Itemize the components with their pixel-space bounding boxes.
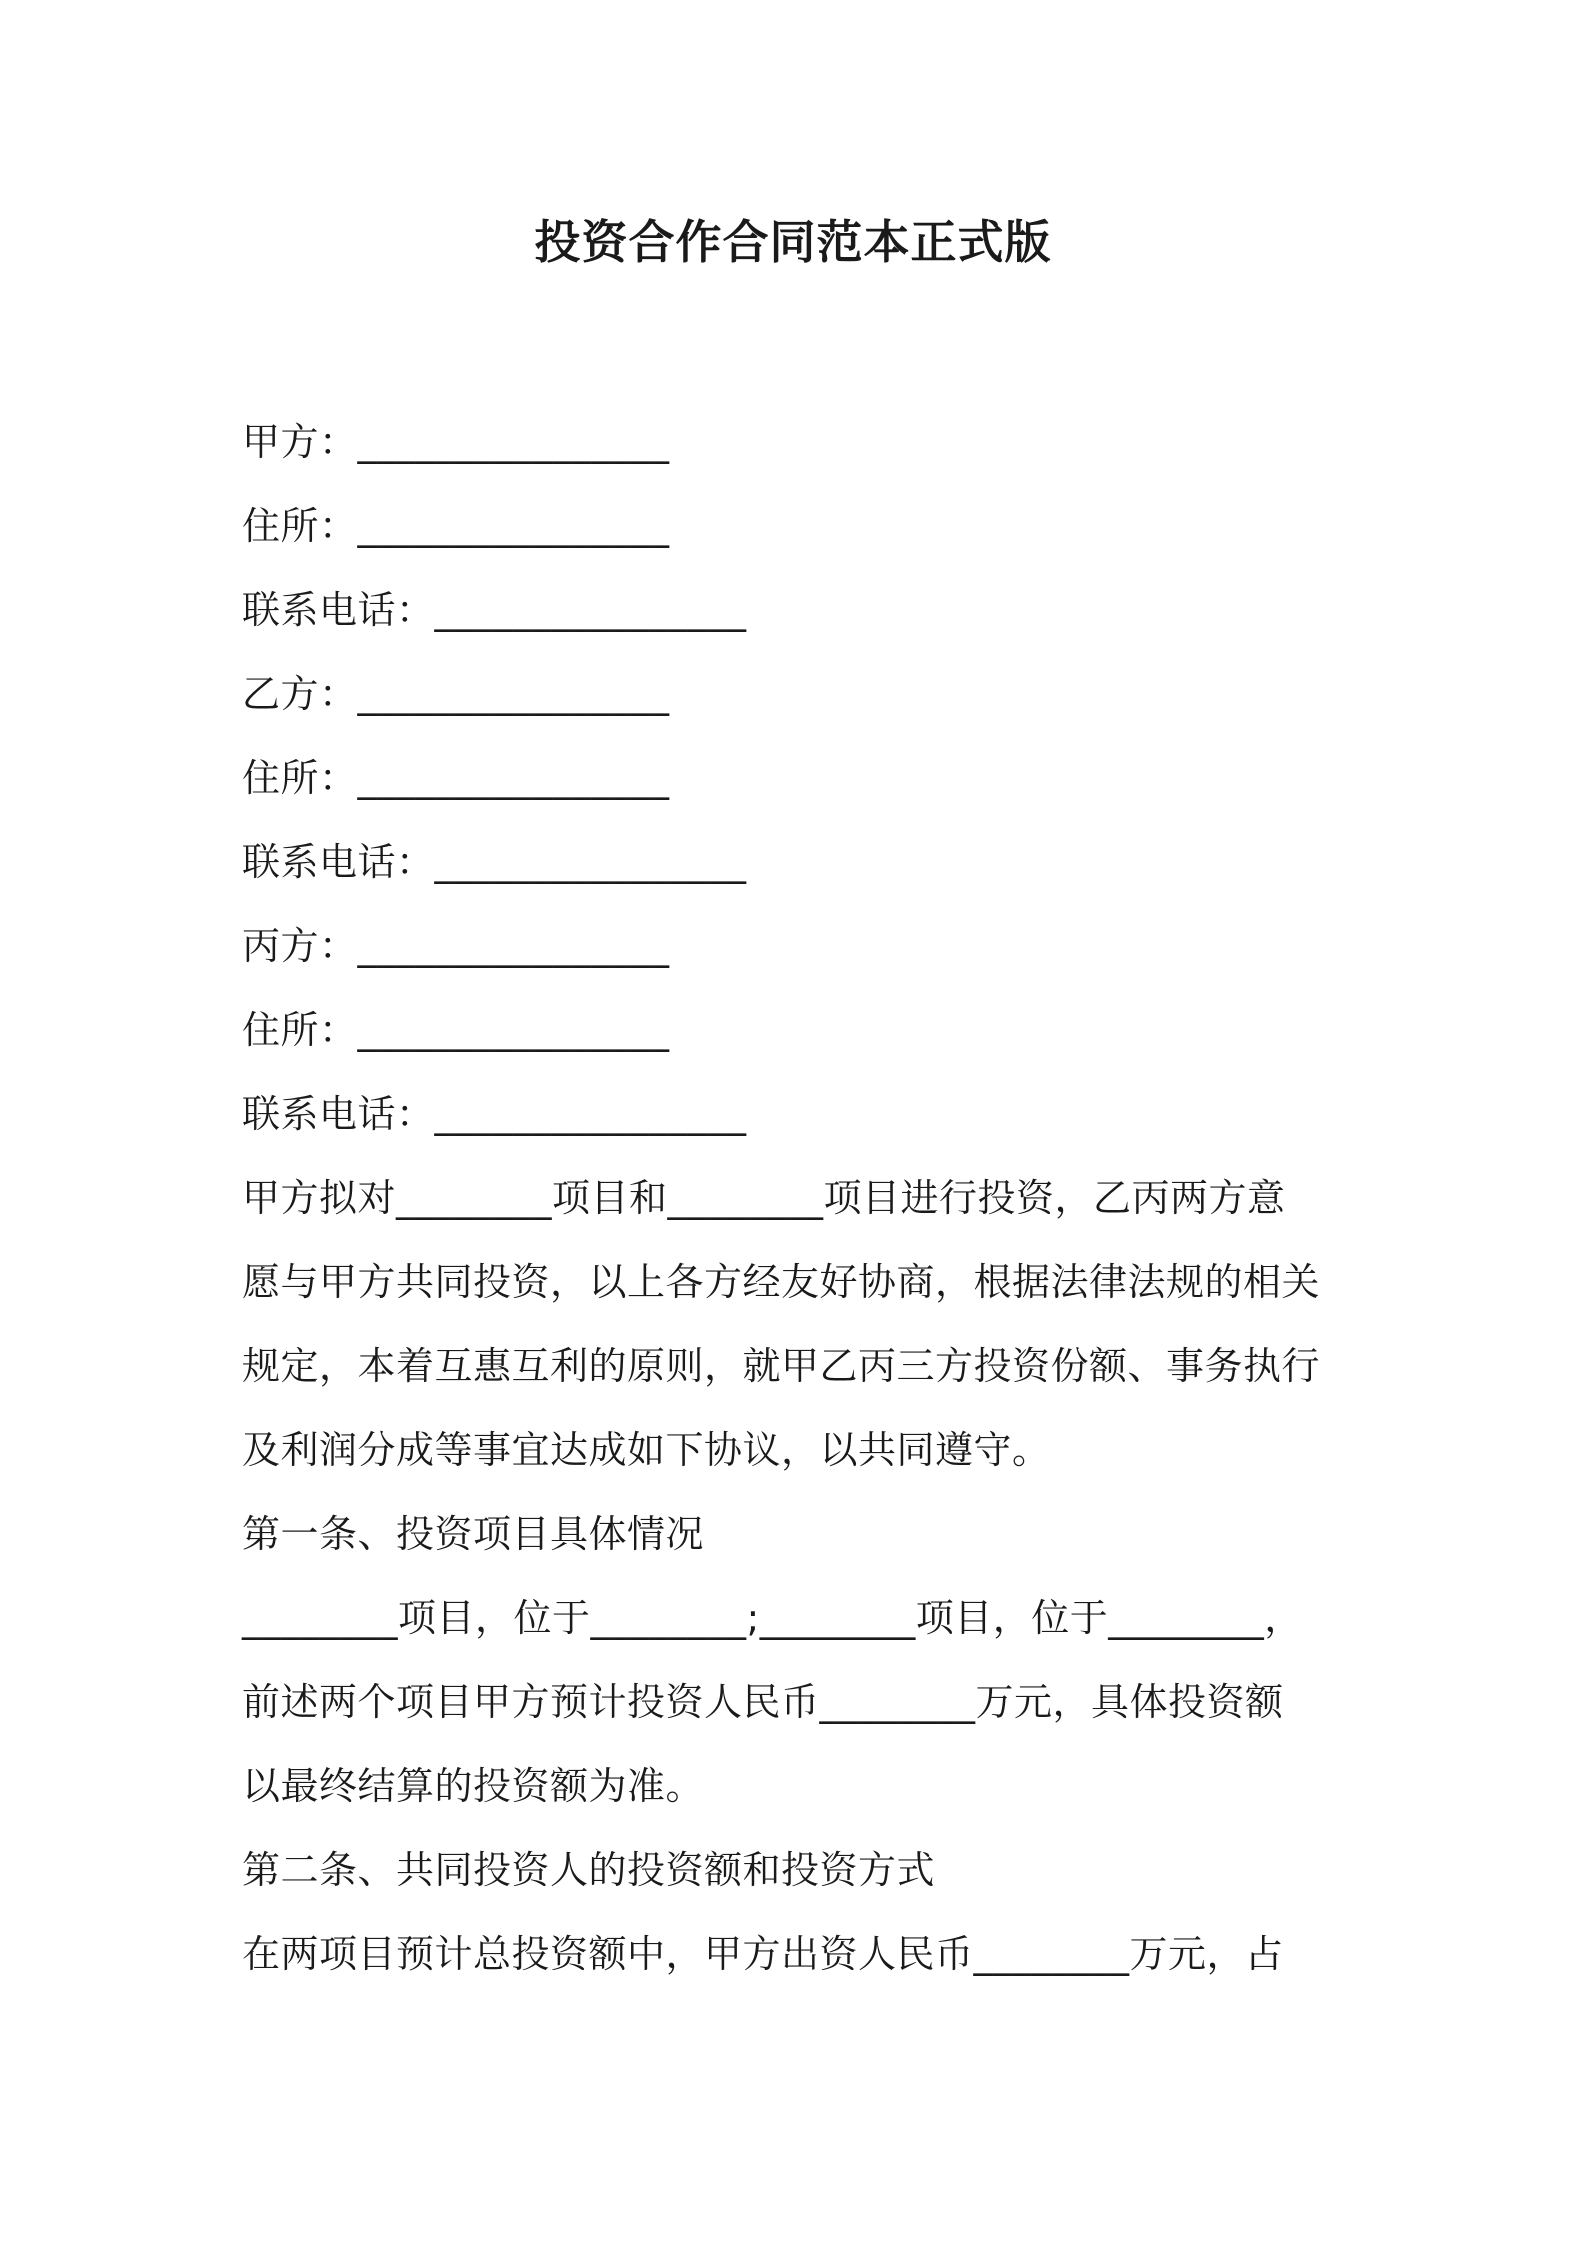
party-a-name: 甲方：________________ (242, 420, 670, 464)
article-1-text: 以最终结算的投资额为准。 (242, 1764, 705, 1808)
party-b-phone: 联系电话：________________ (242, 840, 747, 884)
party-b-name: 乙方：________________ (242, 672, 670, 716)
article-1-text: 前述两个项目甲方预计投资人民币________万元，具体投资额 (242, 1680, 1284, 1724)
article-1-heading: 第一条、投资项目具体情况 (242, 1512, 705, 1556)
document-body (242, 400, 1362, 1996)
article-1-text: ________项目，位于________;________项目，位于________， (242, 1596, 1303, 1640)
party-b-address: 住所：________________ (242, 756, 670, 800)
preamble-line: 愿与甲方共同投资，以上各方经友好协商，根据法律法规的相关 (242, 1260, 1321, 1304)
article-2-text: 在两项目预计总投资额中，甲方出资人民币________万元，占 (242, 1932, 1284, 1976)
preamble-line: 规定，本着互惠互利的原则，就甲乙丙三方投资份额、事务执行 (242, 1344, 1321, 1388)
article-2-heading: 第二条、共同投资人的投资额和投资方式 (242, 1848, 936, 1892)
preamble-line: 及利润分成等事宜达成如下协议，以共同遵守。 (242, 1428, 1051, 1472)
party-c-phone: 联系电话：________________ (242, 1092, 747, 1136)
preamble-line: 甲方拟对________项目和________项目进行投资，乙丙两方意 (242, 1176, 1286, 1220)
document-title: 投资合作合同范本正式版 (534, 215, 1052, 269)
party-a-address: 住所：________________ (242, 504, 670, 548)
party-c-name: 丙方：________________ (242, 924, 670, 968)
party-a-phone: 联系电话：________________ (242, 588, 747, 632)
party-c-address: 住所：________________ (242, 1008, 670, 1052)
